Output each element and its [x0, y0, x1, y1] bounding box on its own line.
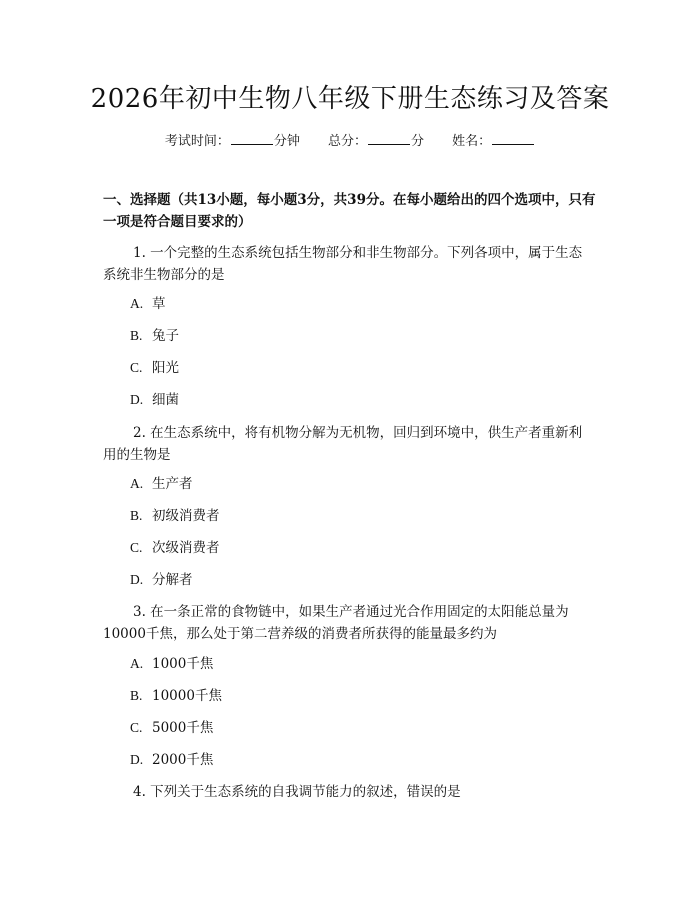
name-field [452, 134, 535, 149]
time-unit: 分钟 [273, 134, 300, 149]
question-3-stem: 3. 在一条正常的食物链中，如果生产者通过光合作用固定的太阳能总量为10000千焦，那么处于第二营养级的消费者所获得的能量最多约为 [103, 604, 569, 642]
question-1-option-c: C. 阳光 [130, 360, 179, 376]
question-3-option-b: B. 10000千焦 [130, 688, 222, 704]
name-blank [492, 131, 534, 145]
question-4-stem: 4. 下列关于生态系统的自我调节能力的叙述，错误的是 [133, 784, 461, 800]
question-2-option-d: D. 分解者 [130, 572, 193, 588]
score-blank [368, 131, 410, 145]
question-2-option-c: C. 次级消费者 [130, 540, 220, 556]
name-label: 姓名： [452, 134, 492, 149]
question-1-option-d: D. 细菌 [130, 392, 179, 408]
question-3-option-d: D. 2000千焦 [130, 752, 214, 768]
question-1-stem: 1. 一个完整的生态系统包括生物部分和非生物部分。下列各项中，属于生态系统非生物部分的是 [103, 245, 583, 283]
time-blank [231, 131, 273, 145]
score-field [328, 134, 424, 149]
score-unit: 分 [411, 134, 425, 149]
question-1-option-a: A. 草 [130, 296, 166, 312]
page-title: 2026年初中生物八年级下册生态练习及答案 [90, 84, 610, 114]
question-2-option-a: A. 生产者 [130, 476, 193, 492]
question-3-option-c: C. 5000千焦 [130, 720, 214, 736]
question-2-stem: 2. 在生态系统中，将有机物分解为无机物，回归到环境中，供生产者重新利用的生物是 [103, 425, 583, 463]
time-field [165, 134, 300, 149]
score-label: 总分： [327, 134, 367, 149]
section-heading: 一、选择题（共13小题，每小题3分，共39分。在每小题给出的四个选项中，只有一项是符合题目要求的） [103, 192, 596, 230]
question-3-option-a: A. 1000千焦 [130, 656, 214, 672]
time-label: 考试时间： [164, 134, 230, 149]
exam-info-line [0, 131, 700, 151]
question-2-option-b: B. 初级消费者 [130, 508, 220, 524]
question-1-option-b: B. 兔子 [130, 328, 179, 344]
